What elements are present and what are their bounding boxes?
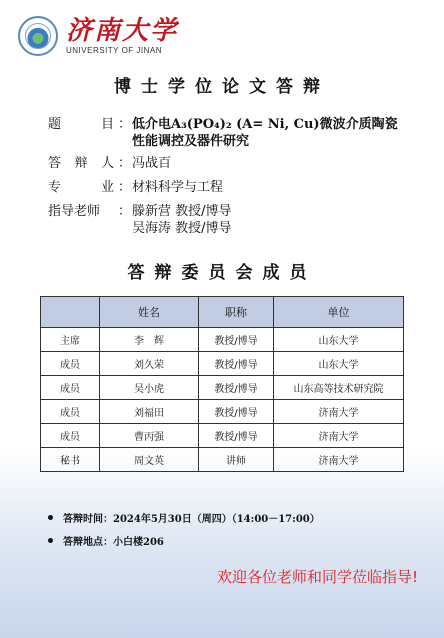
cell-unit: 济南大学 [274, 448, 404, 472]
cell-unit: 济南大学 [274, 424, 404, 448]
cell-role: 秘书 [41, 448, 100, 472]
table-row [41, 352, 404, 376]
logo-chinese: 济南大学 [66, 16, 179, 46]
defense-place-text: 答辩地点：小白楼206 [63, 536, 164, 548]
cell-unit: 济南大学 [274, 400, 404, 424]
cell-unit: 山东高等技术研究院 [274, 376, 404, 400]
table-row [41, 424, 404, 448]
topic-line1: 低介电A₃(PO₄)₂ (A= Ni, Cu)微波介质陶瓷 [132, 117, 398, 132]
page-title: 博士学位论文答辩 [114, 77, 330, 97]
cell-name: 刘久荣 [100, 352, 199, 376]
cell-role: 成员 [41, 376, 100, 400]
table-row [41, 376, 404, 400]
advisor-label: 指导老师 [48, 204, 101, 219]
header-title: 职称 [199, 297, 274, 328]
cell-role: 主席 [41, 328, 100, 352]
welcome-message: 欢迎各位老师和同学莅临指导! [216, 568, 418, 586]
major-value: 材料科学与工程 [132, 180, 224, 195]
university-logo [18, 16, 178, 56]
cell-name: 刘福田 [100, 400, 199, 424]
major-label: 专 业 [48, 180, 114, 195]
header-unit: 单位 [274, 297, 404, 328]
cell-name: 周文英 [100, 448, 199, 472]
topic-label: 题 目 [48, 117, 114, 132]
cell-title: 教授/博导 [199, 400, 274, 424]
respondent-name: 冯战百 [132, 156, 172, 171]
table-header-row [41, 297, 404, 328]
cell-title: 教授/博导 [199, 376, 274, 400]
defense-time-text: 答辩时间：2024年5月30日（周四）（14:00－17:00） [63, 513, 320, 525]
cell-title: 教授/博导 [199, 328, 274, 352]
cell-title: 教授/博导 [199, 352, 274, 376]
cell-role: 成员 [41, 400, 100, 424]
cell-unit: 山东大学 [274, 328, 404, 352]
bullet-dot-icon [48, 515, 53, 520]
cell-title: 讲师 [199, 448, 274, 472]
cell-name: 曹丙强 [100, 424, 199, 448]
table-row [41, 400, 404, 424]
table-row [41, 328, 404, 352]
header-role [41, 297, 100, 328]
respondent-label: 答 辩 人 [48, 156, 114, 171]
committee-title: 答辩委员会成员 [127, 263, 317, 283]
topic-line2: 性能调控及器件研究 [132, 134, 250, 149]
defense-time [48, 507, 320, 527]
cell-role: 成员 [41, 424, 100, 448]
defense-details [48, 507, 320, 553]
cell-name: 吴小虎 [100, 376, 199, 400]
advisor-1: 滕新营 教授/博导 [132, 204, 232, 219]
table-row [41, 448, 404, 472]
advisor-2: 吴海涛 教授/博导 [132, 221, 232, 236]
logo-english: UNIVERSITY OF JINAN [66, 46, 163, 55]
cell-title: 教授/博导 [199, 424, 274, 448]
bullet-dot-icon [48, 538, 53, 543]
cell-name: 李 辉 [100, 328, 199, 352]
university-seal-icon [18, 16, 58, 56]
cell-unit: 山东大学 [274, 352, 404, 376]
cell-role: 成员 [41, 352, 100, 376]
committee-table [40, 296, 404, 472]
defense-place [48, 530, 320, 550]
header-name: 姓名 [100, 297, 199, 328]
